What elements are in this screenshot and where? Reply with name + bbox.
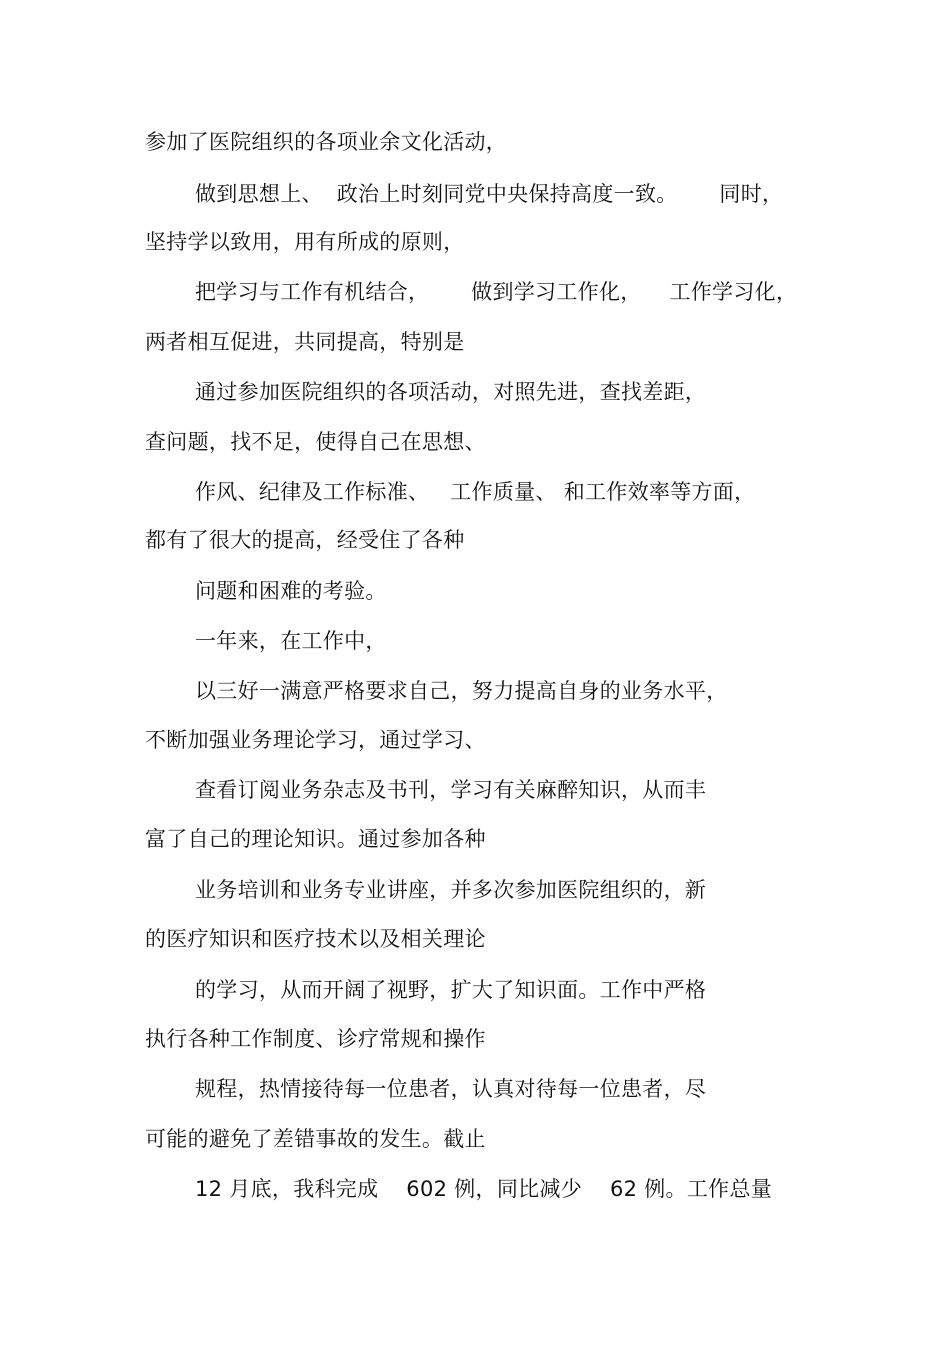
text-line: 执行各种工作制度、诊疗常规和操作 bbox=[145, 1027, 486, 1051]
text-line: 参加了医院组织的各项业余文化活动， bbox=[145, 130, 508, 154]
text-line: 查问题，找不足，使得自己在思想、 bbox=[145, 430, 486, 454]
text-line: 的学习，从而开阔了视野，扩大了知识面。工作中严格 bbox=[195, 978, 707, 1002]
text-line: 可能的避免了差错事故的发生。截止 bbox=[145, 1127, 486, 1151]
text-line: 把学习与工作有机结合， 做到学习工作化， 工作学习化， bbox=[195, 280, 798, 304]
text-line: 业务培训和业务专业讲座，并多次参加医院组织的，新 bbox=[195, 878, 707, 902]
text-line: 通过参加医院组织的各项活动，对照先进，查找差距， bbox=[195, 380, 707, 404]
text-line: 以三好一满意严格要求自己，努力提高自身的业务水平， bbox=[195, 679, 728, 703]
text-line: 规程，热情接待每一位患者，认真对待每一位患者，尽 bbox=[195, 1077, 707, 1101]
text-line: 富了自己的理论知识。通过参加各种 bbox=[145, 827, 486, 851]
text-line: 查看订阅业务杂志及书刊，学习有关麻醉知识，从而丰 bbox=[195, 778, 707, 802]
text-line: 作风、纪律及工作标准、 工作质量、 和工作效率等方面， bbox=[195, 480, 756, 504]
text-line: 不断加强业务理论学习，通过学习、 bbox=[145, 728, 486, 752]
text-line: 一年来，在工作中， bbox=[195, 629, 387, 653]
text-line: 两者相互促进，共同提高，特别是 bbox=[145, 330, 465, 354]
text-line: 的医疗知识和医疗技术以及相关理论 bbox=[145, 927, 486, 951]
text-line: 12 月底，我科完成 602 例，同比减少 62 例。工作总量 bbox=[195, 1177, 773, 1201]
text-line: 坚持学以致用，用有所成的原则， bbox=[145, 230, 465, 254]
text-line: 做到思想上、 政治上时刻同党中央保持高度一致。 同时， bbox=[195, 182, 784, 206]
text-line: 都有了很大的提高，经受住了各种 bbox=[145, 528, 465, 552]
text-line: 问题和困难的考验。 bbox=[195, 579, 387, 603]
